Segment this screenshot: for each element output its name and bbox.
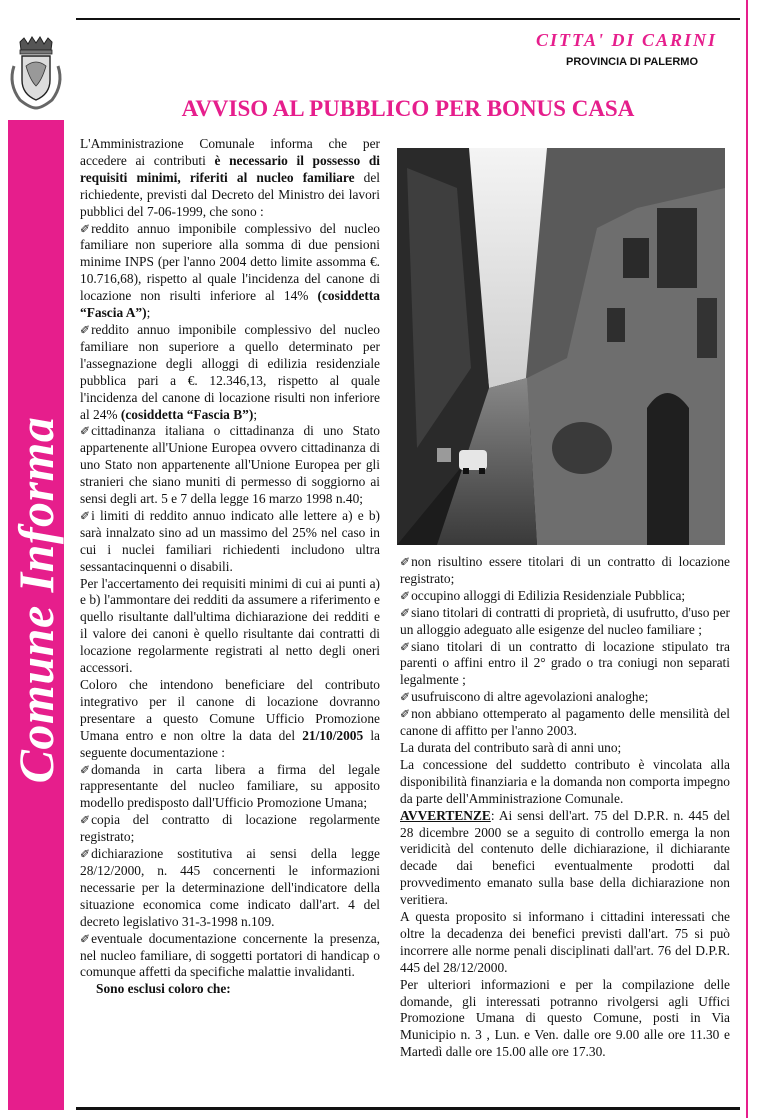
right-rule [746, 0, 748, 1118]
penalty-paragraph: A questa proposito si informano i cittadini interessati che oltre la decadenza dei benefici previsti dall'art. 75 si può incorrere alle norme penali disciplinati dall'art. 76 del D.P.R. 445 del 28/12/2000. [400, 909, 730, 975]
street-photo [397, 148, 725, 545]
warning-label: AVVERTENZE [400, 807, 491, 823]
bottom-rule [76, 1107, 740, 1110]
top-rule [76, 18, 740, 20]
requirement-item: ✐reddito annuo imponibile complessivo del nucleo familiare non superiore alla somma di due pensioni minime INPS (per l'anno 2004 detto limite assomma €. 10.716,68), rispetto al quale l'incidenza del canone di locazione non risulti inferiore al 14% (cosiddetta “Fascia A”); [80, 220, 380, 321]
pen-icon: ✐ [80, 931, 91, 946]
warning-paragraph: AVVERTENZE: Ai sensi dell'art. 75 del D.P.R. n. 445 del 28 dicembre 2000 se a seguito di controllo emerga la non veridicità del contenuto delle dichiarazione, il dichiarante decade dai benefici eventualmente prodotti dal provvedimento emanato sulla base della dichiarazione non veritiera. [400, 807, 730, 908]
city-name: CITTA' DI CARINI [536, 30, 718, 50]
pen-icon: ✐ [400, 605, 411, 620]
intro-paragraph: L'Amministrazione Comunale informa che per accedere ai contributi è necessario il possesso di requisiti minimi, riferiti al nucleo familiare del richiedente, previsti dal Decreto del Ministro dei lavori pubblici del 7-06-1999, che sono : [80, 136, 380, 219]
document-item: ✐dichiarazione sostitutiva ai sensi della legge 28/12/2000, n. 445 concernenti le informazioni necessarie per la determinazione dell'indicatore della situazione economica come indicato dall'art. 4 del decreto legislativo 31-3-1998 n.109. [80, 846, 380, 929]
pen-icon: ✐ [400, 555, 411, 569]
exclusion-item: ✐siano titolari di contratti di proprietà, di usufrutto, d'uso per un alloggio adeguato alle esigenze del nucleo familiare ; [400, 604, 730, 637]
exclusion-item: ✐occupino alloggi di Edilizia Residenziale Pubblica; [400, 587, 686, 603]
document-item: ✐domanda in carta libera a firma del legale rappresentante del nucleo familiare, su apposito modello predisposto dall'Ufficio Promozione Umana; [80, 761, 380, 811]
page-title: AVVISO AL PUBBLICO PER BONUS CASA [181, 96, 635, 121]
contact-paragraph: Per ulteriori informazioni e per la compilazione delle domande, gli interessati potranno rivolgersi agli Uffici Promozione Umana di questo Comune, posti in Via Municipio n. 3 , Lun. e Ven. dalle ore 9.00 alle ore 11.30 e Martedì dalle ore 15.00 alle ore 17.30. [400, 976, 730, 1060]
exclusion-item: ✐non risultino essere titolari di un contratto di locazione registrato; [400, 554, 730, 586]
pen-icon: ✐ [400, 690, 411, 705]
pen-icon: ✐ [80, 424, 91, 439]
pen-icon: ✐ [80, 847, 91, 862]
pen-icon: ✐ [80, 762, 91, 777]
pen-icon: ✐ [80, 322, 91, 337]
requirement-item: ✐cittadinanza italiana o cittadinanza di uno Stato appartenente all'Unione Europea ovvero cittadinanza di uno Stato non appartenente all'Unione Europea per gli stranieri che siano muniti di permesso di soggiorno ai sensi degli art. 5 e 7 della legge 16 marzo 1998 n.40; [80, 423, 380, 507]
town-crest-icon [6, 36, 66, 112]
deadline-paragraph: Coloro che intendono beneficiare del contributo integrativo per il canone di locazione dovranno presentare a questo Comune Ufficio Promozione Umana entro e non oltre la data del 21/10/2005 la seguente documentazione : [80, 677, 381, 760]
pen-icon: ✐ [80, 508, 91, 523]
document-item: ✐eventuale documentazione concernente la presenza, nel nucleo familiare, di soggetti portatori di handicap o comunque affetti da specifiche malattie invalidanti. [80, 930, 380, 980]
pen-icon: ✐ [400, 588, 411, 603]
pen-icon: ✐ [80, 813, 91, 828]
requirement-item: ✐reddito annuo imponibile complessivo del nucleo familiare non superiore a quello determinato per l'assegnazione degli alloggi di edilizia residenziale pubblica pari a €. 12.346,13, rispetto al quale l'incidenza del canone di locazione risulti non inferiore al 24% (cosiddetta “Fascia B”); [80, 321, 380, 422]
pen-icon: ✐ [400, 639, 411, 654]
deadline-date: 21/10/2005 [302, 727, 364, 743]
excluded-heading: Sono esclusi coloro che: [96, 981, 231, 997]
province-name: PROVINCIA DI PALERMO [566, 56, 699, 68]
right-column [400, 554, 730, 1061]
concession-paragraph: La concessione del suddetto contributo è vincolata alla disponibilità finanziaria e la domanda non comporta impegno da parte dell'Amministrazione Comunale. [400, 756, 730, 806]
exclusion-item: ✐non abbiano ottemperato al pagamento delle mensilità del canone di affitto per l'anno 2003. [400, 706, 730, 739]
document-item: ✐copia del contratto di locazione regolarmente registrato; [80, 812, 380, 845]
assessment-paragraph: Per l'accertamento dei requisiti minimi di cui ai punti a) e b) l'ammontare dei redditi da assumere a riferimento e quello risultante dall'ultima dichiarazione dei redditi e il valore dei canoni è quello risultante dai contratti di locazione regolarmente registrati al netto degli oneri accessori. [80, 575, 380, 676]
pen-icon: ✐ [400, 707, 411, 722]
side-label: Comune Informa [8, 416, 64, 784]
requirement-item: ✐i limiti di reddito annuo indicato alle lettere a) e b) sarà innalzato sino ad un massimo del 25% nel caso in cui i nuclei familiari richiedenti includono ultra sessantacinquenni o disabili. [80, 507, 380, 574]
duration-paragraph: La durata del contributo sarà di anni uno; [400, 739, 622, 755]
exclusion-item: ✐siano titolari di un contratto di locazione stipulato tra parenti o affini entro il 2° grado o tra coniugi non separati legalmente ; [400, 638, 730, 688]
left-column [80, 136, 380, 998]
pen-icon: ✐ [80, 221, 91, 236]
exclusion-item: ✐usufruiscono di altre agevolazioni analoghe; [400, 689, 649, 705]
